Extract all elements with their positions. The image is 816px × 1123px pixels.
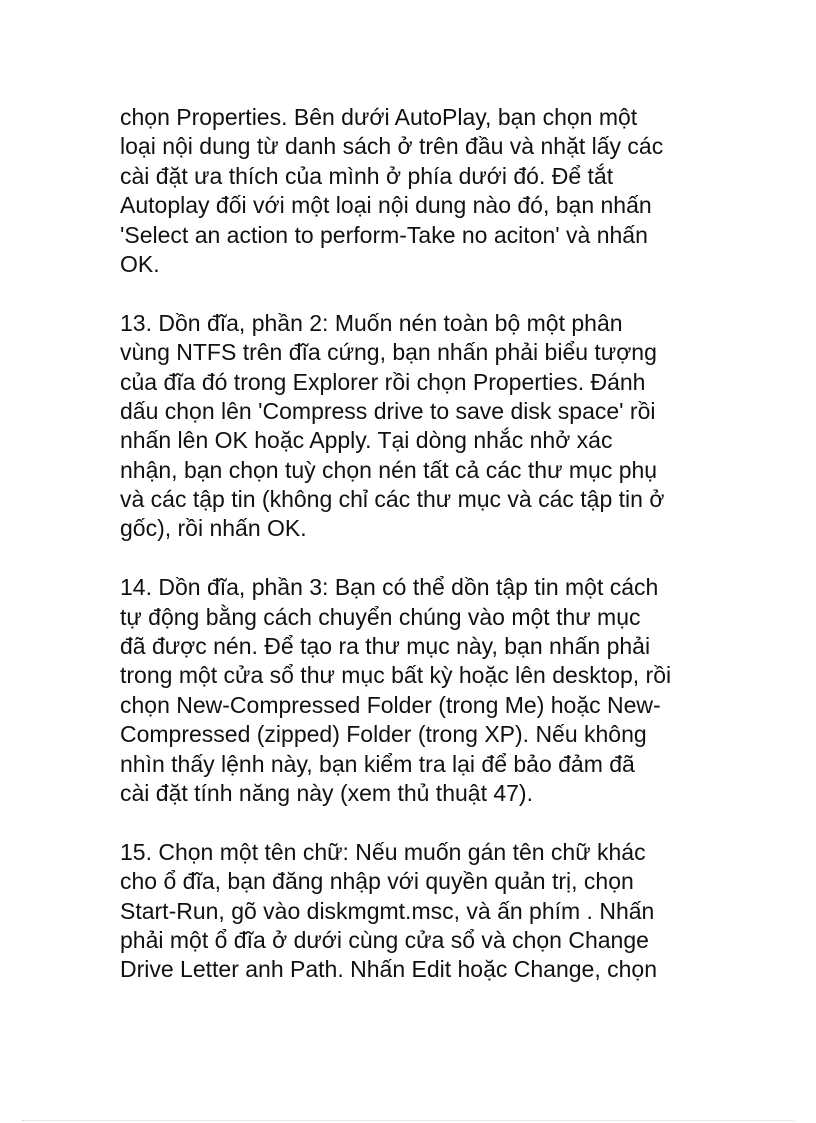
text-line: Compressed (zipped) Folder (trong XP). Nếu không	[120, 721, 647, 748]
text-line: loại nội dung từ danh sách ở trên đầu và nhặt lấy các	[120, 133, 664, 160]
text-line: trong một cửa sổ thư mục bất kỳ hoặc lên desktop, rồi	[120, 662, 672, 689]
text-line: cài đặt tính năng này (xem thủ thuật 47).	[120, 779, 533, 806]
paragraph-tip-15	[120, 838, 710, 985]
document-body	[120, 103, 710, 1014]
text-line: vùng NTFS trên đĩa cứng, bạn nhấn phải biểu tượng	[120, 339, 657, 366]
text-line: dấu chọn lên 'Compress drive to save disk space' rồi	[120, 397, 656, 424]
text-line: và các tập tin (không chỉ các thư mục và các tập tin ở	[120, 486, 665, 513]
text-line: của đĩa đó trong Explorer rồi chọn Properties. Đánh	[120, 368, 646, 395]
text-line: 'Select an action to perform-Take no aciton' và nhấn	[120, 221, 648, 248]
text-line: nhận, bạn chọn tuỳ chọn nén tất cả các thư mục phụ	[120, 456, 658, 483]
text-line: nhìn thấy lệnh này, bạn kiểm tra lại để bảo đảm đã	[120, 750, 635, 777]
page-bottom-divider	[22, 1120, 794, 1121]
text-line: 15. Chọn một tên chữ: Nếu muốn gán tên chữ khác	[120, 838, 646, 865]
text-line: 13. Dồn đĩa, phần 2: Muốn nén toàn bộ một phân	[120, 309, 623, 336]
paragraph-tip-14	[120, 573, 710, 808]
text-line: OK.	[120, 250, 160, 277]
text-line: gốc), rồi nhấn OK.	[120, 515, 307, 542]
text-line: 14. Dồn đĩa, phần 3: Bạn có thể dồn tập tin một cách	[120, 574, 659, 601]
text-line: Start-Run, gõ vào diskmgmt.msc, và ấn phím . Nhấn	[120, 897, 655, 924]
text-line: chọn New-Compressed Folder (trong Me) hoặc New-	[120, 691, 661, 718]
text-line: tự động bằng cách chuyển chúng vào một thư mục	[120, 603, 641, 630]
text-line: chọn Properties. Bên dưới AutoPlay, bạn chọn một	[120, 104, 638, 130]
text-line: cài đặt ưa thích của mình ở phía dưới đó. Để tắt	[120, 162, 614, 189]
paragraph-tip-13	[120, 309, 710, 544]
text-line: phải một ổ đĩa ở dưới cùng cửa sổ và chọn Change	[120, 926, 649, 953]
text-line: Autoplay đối với một loại nội dung nào đó, bạn nhấn	[120, 192, 652, 219]
text-line: cho ổ đĩa, bạn đăng nhập với quyền quản trị, chọn	[120, 868, 634, 895]
text-line: Drive Letter anh Path. Nhấn Edit hoặc Change, chọn	[120, 956, 658, 983]
text-line: đã được nén. Để tạo ra thư mục này, bạn nhấn phải	[120, 633, 651, 660]
text-line: nhấn lên OK hoặc Apply. Tại dòng nhắc nhở xác	[120, 427, 613, 454]
paragraph-autoplay	[120, 103, 710, 279]
